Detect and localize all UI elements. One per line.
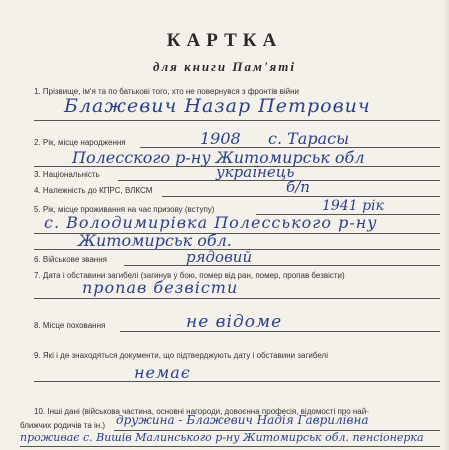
field-9-label: 9. Які і де знаходяться документи, що підтверджують дату і обставини загибелі: [34, 351, 328, 360]
field-9-line: [34, 381, 440, 382]
field-2-district-value: Полесского р-ну Житомирськ обл: [72, 148, 365, 167]
field-9-value: немає: [134, 363, 191, 382]
field-2-village-value: с. Тарасы: [268, 129, 350, 148]
field-3-value: українець: [216, 163, 295, 181]
field-8-label: 8. Місце поховання: [34, 321, 106, 330]
field-3-label: 3. Національність: [34, 170, 100, 179]
field-8-value: не відоме: [186, 312, 283, 332]
card-title: КАРТКА: [166, 30, 283, 51]
field-10-value-1: дружина - Блажевич Надія Гаврилівна: [116, 413, 369, 427]
field-5-oblast-value: Житомирськ обл.: [78, 231, 232, 250]
field-10-label: 10. Інші дані (військова частина, основні нагороди, довоєнна професія, відомості про най-: [34, 407, 369, 416]
field-7-line: [34, 298, 440, 299]
page-edge-shadow: [443, 0, 449, 450]
field-6-line: [124, 265, 440, 266]
field-2-label: 2. Рік, місце народження: [34, 138, 126, 147]
field-1-name-value: Блажевич Назар Петрович: [64, 95, 371, 117]
field-3-line: [118, 180, 440, 181]
field-7-value: пропав безвісти: [82, 278, 239, 297]
field-4-value: б/п: [286, 178, 310, 196]
field-4-label: 4. Належність до КПРС, ВЛКСМ: [34, 186, 153, 195]
field-10-label-cont: ближчих родичів та ін.): [20, 421, 106, 430]
field-5-label: 5. Рік, місце проживання на час призову (вступу): [34, 205, 215, 214]
field-6-label: 6. Військове звання: [34, 255, 107, 264]
field-4-line: [162, 196, 440, 197]
card-subtitle: для книги Пам'яті: [153, 59, 296, 74]
field-7-label: 7. Дата і обставини загибелі (загинув у бою, помер від ран, помер, пропав безвісти): [34, 271, 345, 280]
field-8-line: [120, 331, 440, 332]
field-5-place-value: с. Володимирівка Полесського р-ну: [44, 213, 378, 232]
field-1-line: [34, 120, 440, 121]
field-6-value: рядовий: [186, 248, 253, 266]
field-10-line-2: [20, 446, 440, 447]
field-5-year-value: 1941 рік: [322, 198, 384, 214]
field-10-value-2: проживає с. Вишів Малинського р-ну Житомирськ обл. пенсіонерка: [20, 431, 424, 444]
field-2-year-value: 1908: [200, 129, 241, 148]
field-1-label: 1. Прізвище, ім'я та по батькові того, хто не повернувся з фронтів війни: [34, 87, 300, 96]
